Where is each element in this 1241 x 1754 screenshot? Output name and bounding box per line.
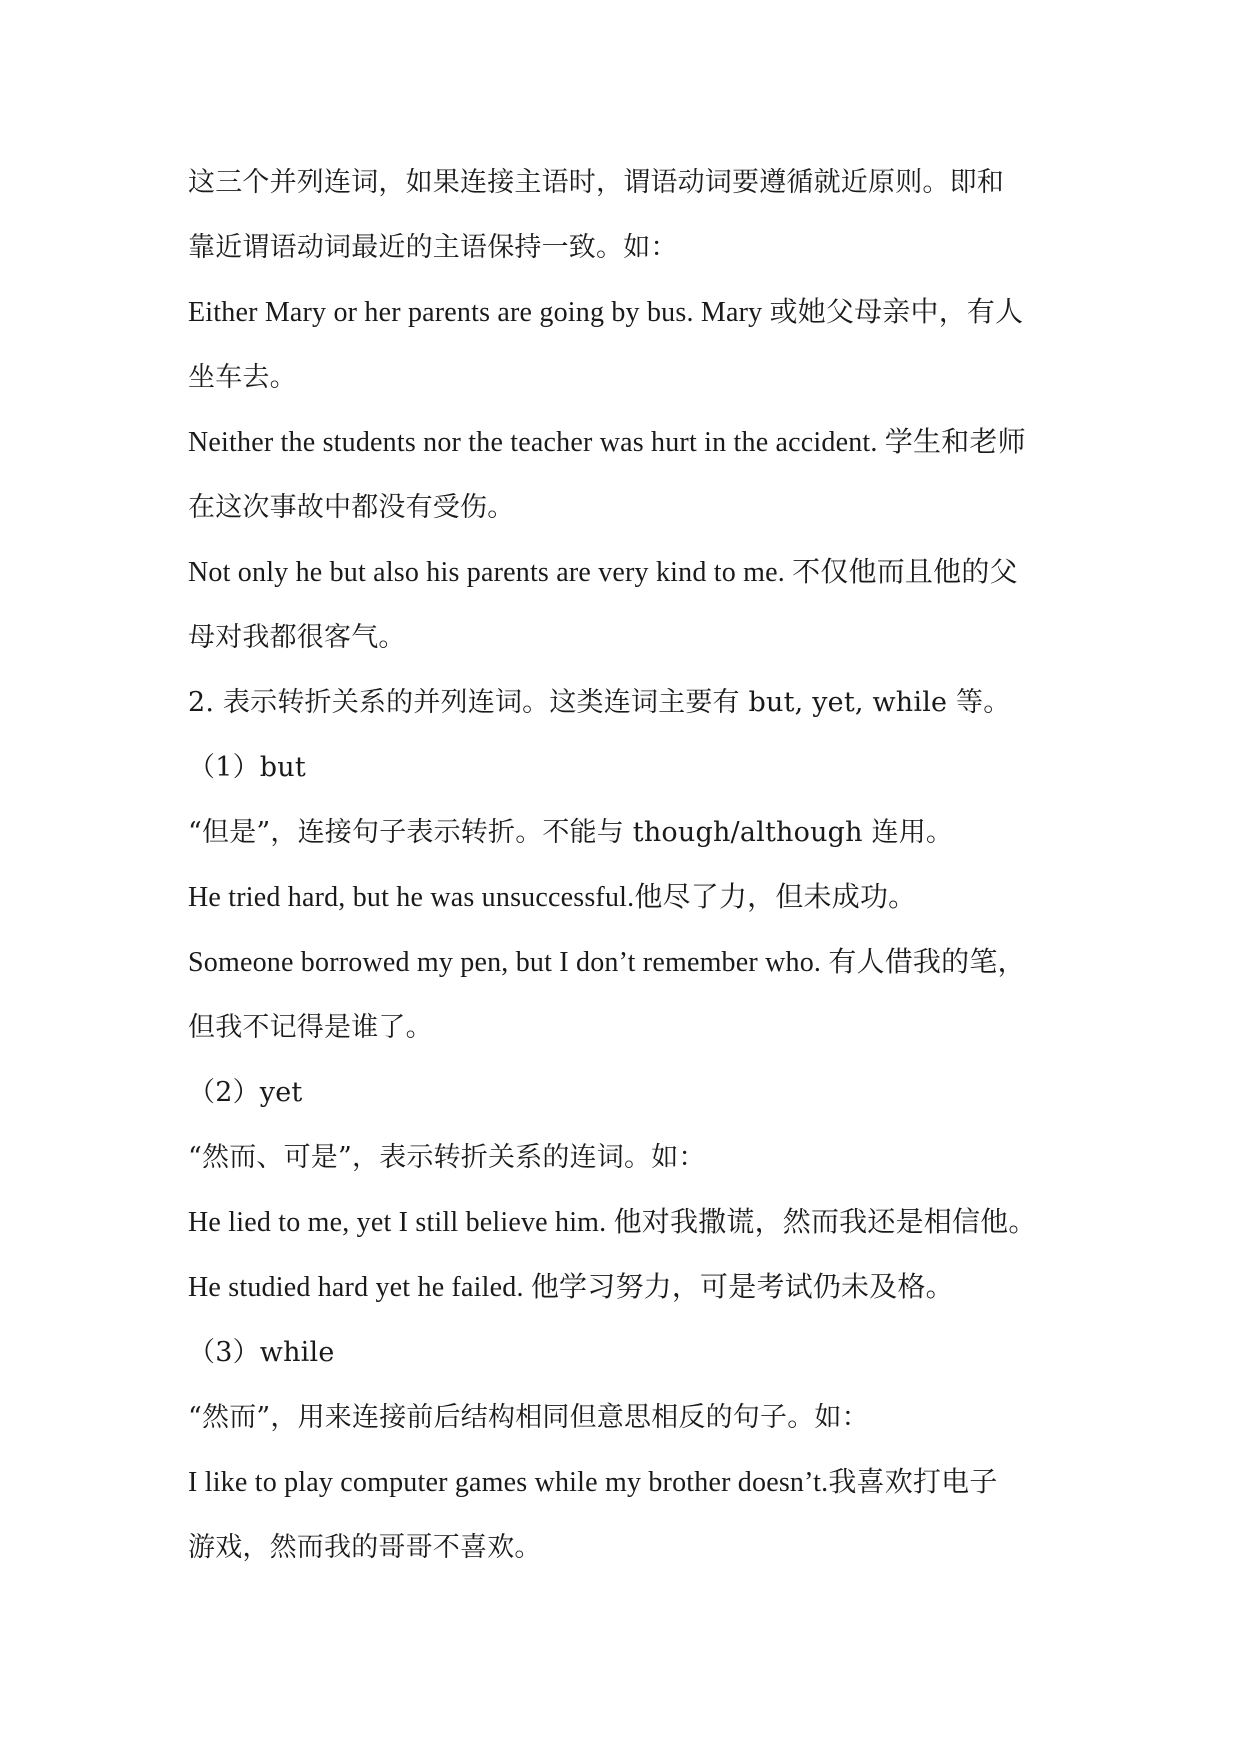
- subsection-heading-but: （1）but: [188, 752, 306, 783]
- section-heading: 2. 表示转折关系的并列连词。这类连词主要有 but, yet, while 等。: [188, 687, 1011, 718]
- subsection-heading-while: （3）while: [188, 1337, 335, 1368]
- example-sentence: Not only he but also his parents are very kind to me. 不仅他而且他的父: [188, 557, 1018, 588]
- text-line: “然而”，用来连接前后结构相同但意思相反的句子。如：: [188, 1402, 869, 1433]
- subsection-heading-yet: （2）yet: [188, 1077, 303, 1108]
- text-line: “但是”，连接句子表示转折。不能与 though/although 连用。: [188, 817, 954, 848]
- example-sentence: He tried hard, but he was unsuccessful.他尽了力，但未成功。: [188, 882, 917, 913]
- page-content: [188, 158, 1068, 1588]
- example-sentence: He lied to me, yet I still believe him. 他对我撒谎，然而我还是相信他。: [188, 1207, 1037, 1238]
- example-sentence: Someone borrowed my pen, but I don’t remember who. 有人借我的笔，: [188, 947, 1026, 978]
- text-line: 坐车去。: [188, 362, 297, 393]
- text-line: 这三个并列连词，如果连接主语时，谓语动词要遵循就近原则。即和: [188, 167, 1004, 198]
- text-line: 游戏，然而我的哥哥不喜欢。: [188, 1532, 542, 1563]
- text-line: 靠近谓语动词最近的主语保持一致。如：: [188, 232, 678, 263]
- text-line: 但我不记得是谁了。: [188, 1012, 433, 1043]
- example-sentence: Either Mary or her parents are going by bus. Mary 或她父母亲中，有人: [188, 297, 1024, 328]
- text-line: “然而、可是”，表示转折关系的连词。如：: [188, 1142, 706, 1173]
- example-sentence: Neither the students nor the teacher was hurt in the accident. 学生和老师: [188, 427, 1026, 458]
- text-line: 母对我都很客气。: [188, 622, 406, 653]
- text-line: 在这次事故中都没有受伤。: [188, 492, 515, 523]
- example-sentence: He studied hard yet he failed. 他学习努力，可是考试仍未及格。: [188, 1272, 954, 1303]
- example-sentence: I like to play computer games while my brother doesn’t.我喜欢打电子: [188, 1467, 998, 1498]
